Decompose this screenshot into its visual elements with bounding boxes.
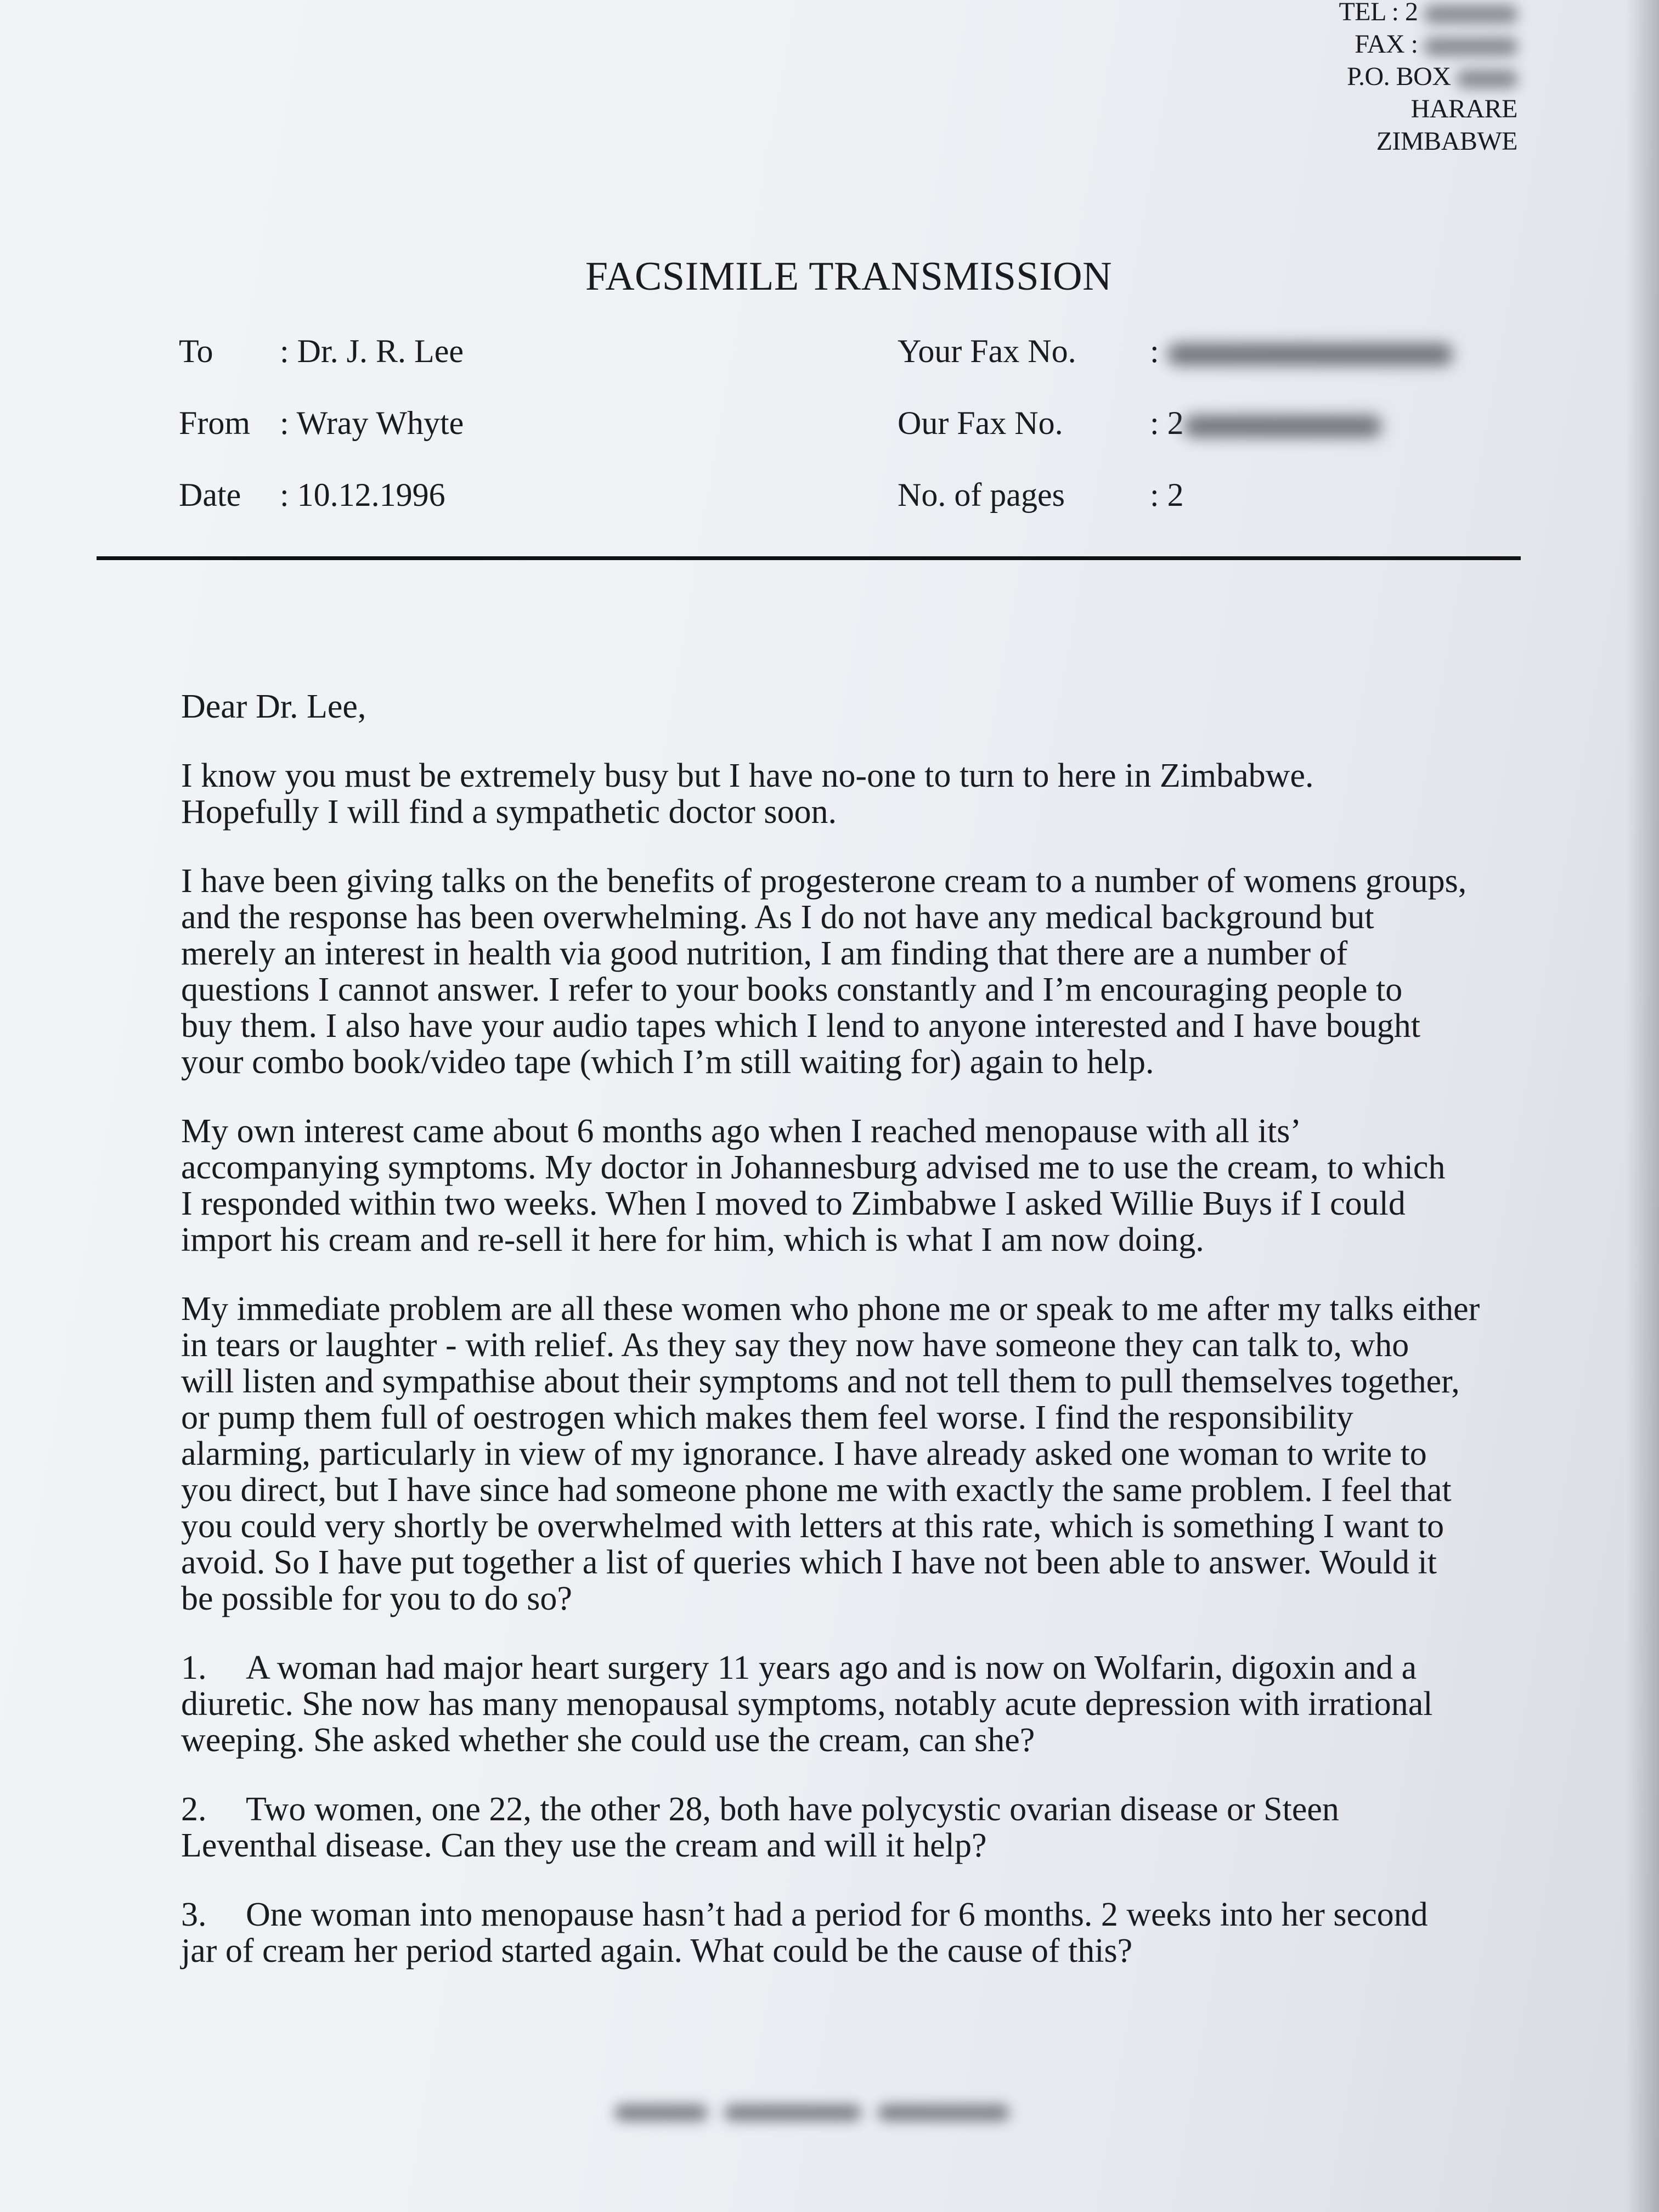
text-line [181, 1008, 1531, 1044]
our-fax-prefix: : 2 [1150, 405, 1184, 441]
line-text: accompanying symptoms. My doctor in Johannesburg advised me to use the cream, to which [181, 1149, 1446, 1186]
text-line [181, 794, 1531, 830]
sender-address-block [1339, 0, 1517, 157]
text-line [181, 1508, 1531, 1544]
pages-label: No. of pages [898, 477, 1065, 513]
line-text: your combo book/video tape (which I’m still waiting for) again to help. [181, 1043, 1154, 1081]
line-text: questions I cannot answer. I refer to your books constantly and I’m encouraging people to [181, 971, 1403, 1008]
date-label: Date [179, 477, 241, 513]
text-line [181, 1686, 1531, 1722]
question-1 [181, 1650, 1531, 1758]
redacted-your-fax [1167, 343, 1453, 365]
line-text: and the response has been overwhelming. As I do not have any medical background but [181, 899, 1374, 936]
line-text: will listen and sympathise about their symptoms and not tell them to pull themselves together, [181, 1363, 1460, 1400]
your-fax-value [1150, 332, 1453, 370]
redacted-fax [1424, 37, 1517, 56]
from-label: From [179, 405, 251, 441]
text-line [181, 899, 1531, 935]
redacted-po-box [1457, 70, 1517, 88]
text-line [181, 1113, 1531, 1149]
line-text: you could very shortly be overwhelmed with letters at this rate, which is something I want to [181, 1508, 1444, 1545]
text-line [181, 1650, 1531, 1686]
line-text: avoid. So I have put together a list of queries which I have not been able to answer. Would it [181, 1544, 1437, 1581]
city-line: HARARE [1410, 94, 1517, 123]
text-line [181, 1472, 1531, 1508]
text-line [181, 1327, 1531, 1363]
line-text: I have been giving talks on the benefits of progesterone cream to a number of womens groups, [181, 862, 1467, 900]
date-value: : 10.12.1996 [280, 477, 445, 513]
text-line [181, 1722, 1531, 1758]
redacted-footer-part-2 [724, 2104, 861, 2121]
text-line [181, 935, 1531, 972]
line-text: One woman into menopause hasn’t had a period for 6 months. 2 weeks into her second [246, 1896, 1428, 1933]
line-text: My own interest came about 6 months ago when I reached menopause with all its’ [181, 1113, 1302, 1150]
text-line [181, 972, 1531, 1008]
text-line [181, 1186, 1531, 1222]
text-line [181, 1827, 1531, 1864]
line-text: in tears or laughter - with relief. As they say they now have someone they can talk to, who [181, 1327, 1409, 1364]
fax-label: FAX : [1355, 30, 1418, 59]
line-text: alarming, particularly in view of my ignorance. I have already asked one woman to write to [181, 1435, 1427, 1472]
tel-line [1339, 0, 1517, 28]
line-text: Two women, one 22, the other 28, both have polycystic ovarian disease or Steen [246, 1791, 1339, 1828]
text-line [181, 1791, 1531, 1827]
line-text: I responded within two weeks. When I moved to Zimbabwe I asked Willie Buys if I could [181, 1185, 1406, 1222]
question-3 [181, 1897, 1531, 1969]
line-text: you direct, but I have since had someone phone me with exactly the same problem. I feel that [181, 1471, 1452, 1509]
paragraph-3 [181, 1113, 1531, 1258]
text-line [181, 1436, 1531, 1472]
line-text: import his cream and re-sell it here for him, which is what I am now doing. [181, 1221, 1204, 1259]
line-text: merely an interest in health via good nutrition, I am finding that there are a number of [181, 935, 1348, 972]
redacted-our-fax [1184, 415, 1381, 437]
question-number: 2. [181, 1791, 207, 1828]
document-title: FACSIMILE TRANSMISSION [585, 254, 1113, 299]
text-line [181, 1400, 1531, 1436]
pages-value: : 2 [1150, 477, 1184, 513]
question-number: 1. [181, 1649, 207, 1686]
your-fax-colon: : [1150, 333, 1159, 369]
to-label: To [179, 333, 213, 369]
text-line [181, 1222, 1531, 1258]
our-fax-value [1150, 404, 1381, 442]
po-box-label: P.O. BOX [1347, 62, 1451, 91]
redacted-footer-part-1 [614, 2104, 708, 2121]
line-text: or pump them full of oestrogen which makes them feel worse. I find the responsibility [181, 1399, 1353, 1436]
tel-label: TEL : 2 [1339, 0, 1418, 26]
line-text: jar of cream her period started again. What could be the cause of this? [181, 1932, 1133, 1970]
fax-line [1339, 28, 1517, 60]
redacted-footer [614, 2101, 1009, 2129]
text-line [181, 758, 1531, 794]
text-line [181, 1149, 1531, 1186]
line-text: Leventhal disease. Can they use the cream and will it help? [181, 1827, 987, 1864]
salutation: Dear Dr. Lee, [181, 688, 366, 725]
our-fax-label: Our Fax No. [898, 405, 1063, 441]
text-line [181, 1897, 1531, 1933]
line-text: A woman had major heart surgery 11 years ago and is now on Wolfarin, digoxin and a [246, 1649, 1417, 1686]
text-line [181, 1044, 1531, 1080]
text-line [181, 1933, 1531, 1969]
line-text: Hopefully I will find a sympathetic doctor soon. [181, 793, 837, 831]
page-edge-shadow [1626, 0, 1659, 2212]
line-text: weeping. She asked whether she could use the cream, can she? [181, 1722, 1035, 1759]
your-fax-label: Your Fax No. [898, 333, 1076, 369]
from-value: : Wray Whyte [280, 405, 464, 441]
text-line [181, 1291, 1531, 1327]
text-line [181, 1581, 1531, 1617]
redacted-tel [1424, 5, 1517, 24]
text-line [181, 1363, 1531, 1400]
question-2 [181, 1791, 1531, 1864]
po-box-line [1339, 60, 1517, 93]
question-number: 3. [181, 1896, 207, 1933]
text-line [181, 1544, 1531, 1581]
country-line: ZIMBABWE [1376, 127, 1517, 156]
line-text: I know you must be extremely busy but I have no-one to turn to here in Zimbabwe. [181, 757, 1314, 794]
letter-body [181, 689, 1531, 2002]
line-text: buy them. I also have your audio tapes which I lend to anyone interested and I have bought [181, 1007, 1420, 1045]
line-text: be possible for you to do so? [181, 1580, 572, 1617]
paragraph-4 [181, 1291, 1531, 1617]
paragraph-1 [181, 758, 1531, 830]
line-text: diuretic. She now has many menopausal symptoms, notably acute depression with irrational [181, 1685, 1433, 1723]
redacted-footer-part-3 [878, 2104, 1009, 2121]
line-text: My immediate problem are all these women who phone me or speak to me after my talks either [181, 1290, 1480, 1328]
header-divider [97, 556, 1521, 560]
text-line [181, 863, 1531, 899]
paragraph-2 [181, 863, 1531, 1080]
to-value: : Dr. J. R. Lee [280, 333, 464, 369]
